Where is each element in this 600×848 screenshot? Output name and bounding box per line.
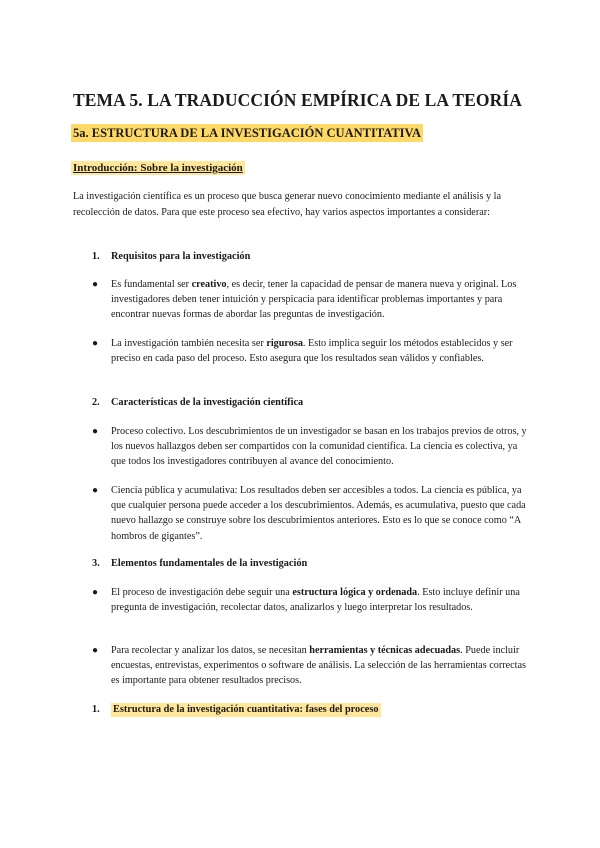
bullet-text: Es fundamental ser creativo, es decir, tener la capacidad de pensar de manera nueva y original. Los investigadores deben tener intuición y perspicacia para identificar problemas importantes y para encontrar nuevas formas de abordar las preguntas de investigación.: [111, 279, 517, 321]
list-item: [92, 277, 532, 327]
bullet-text: Ciencia pública y acumulativa: Los resultados deben ser accesibles a todos. La ciencia es pública, ya que cualquier persona puede acceder a los descubrimientos. Además, es acumulativa, puesto que cada nuevo hallazgo se construye sobre los descubrimientos anteriores. Esto es lo que se conoce como “A hombros de gigantes”.: [111, 485, 526, 542]
bullet-icon: ●: [92, 279, 99, 290]
bullet-text: Proceso colectivo. Los descubrimientos de un investigador se basan en los trabajos previos de otros, y los nuevos hallazgos deben ser compartidos con la comunidad científica. La ciencia es colectiva, ya que todos los investigadores contribuyen al avance del conocimiento.: [111, 426, 527, 468]
bullet-icon: ●: [92, 426, 99, 437]
section-heading: [92, 557, 512, 571]
bullet-text: Para recolectar y analizar los datos, se necesitan herramientas y técnicas adecuadas. Puede incluir encuestas, entrevistas, experimentos o software de análisis. La selección de las herramientas correctas es importante para obtener resultados precisos.: [111, 645, 526, 687]
document-title: TEMA 5. LA TRADUCCIÓN EMPÍRICA DE LA TEORÍA: [73, 90, 523, 110]
bold-term: herramientas y técnicas adecuadas: [309, 645, 461, 656]
bullet-text: El proceso de investigación debe seguir una estructura lógica y ordenada. Esto incluye definir una pregunta de investigación, recolectar datos, analizarlos y luego interpretar los resultados.: [111, 587, 520, 614]
section-number: 1.: [92, 704, 100, 715]
section-number: 3.: [92, 558, 100, 569]
bold-term: creativo: [191, 279, 227, 290]
section-number: 1.: [92, 251, 100, 262]
bullet-icon: ●: [92, 645, 99, 656]
section-heading: [92, 396, 512, 410]
bullet-icon: ●: [92, 338, 99, 349]
list-item: [92, 585, 532, 635]
section-number: 2.: [92, 397, 100, 408]
bullet-text: La investigación también necesita ser rigurosa. Esto implica seguir los métodos establecidos y ser preciso en cada paso del proceso. Esto asegura que los resultados sean válidos y confiables.: [111, 338, 513, 365]
intro-heading: Introducción: Sobre la investigación: [73, 162, 243, 174]
bullet-icon: ●: [92, 587, 99, 598]
bullet-icon: ●: [92, 485, 99, 496]
section-heading: [92, 703, 512, 717]
list-item: [92, 336, 532, 386]
section-title: Características de la investigación científica: [111, 397, 304, 408]
section-heading: [92, 250, 512, 264]
section-title: Elementos fundamentales de la investigación: [111, 558, 308, 569]
section-title: Estructura de la investigación cuantitativa: fases del proceso: [113, 704, 379, 715]
section-subtitle: 5a. ESTRUCTURA DE LA INVESTIGACIÓN CUANTITATIVA: [73, 126, 421, 140]
list-item: [92, 643, 532, 693]
section-title: Requisitos para la investigación: [111, 251, 251, 262]
intro-paragraph: La investigación científica es un proceso que busca generar nuevo conocimiento mediante el análisis y la recolección de datos. Para que este proceso sea efectivo, hay varios aspectos importantes a considerar:: [73, 191, 501, 219]
bold-term: estructura lógica y ordenada: [292, 587, 418, 598]
list-item: [92, 483, 532, 547]
bold-term: rigurosa: [266, 338, 303, 349]
list-item: [92, 424, 532, 474]
